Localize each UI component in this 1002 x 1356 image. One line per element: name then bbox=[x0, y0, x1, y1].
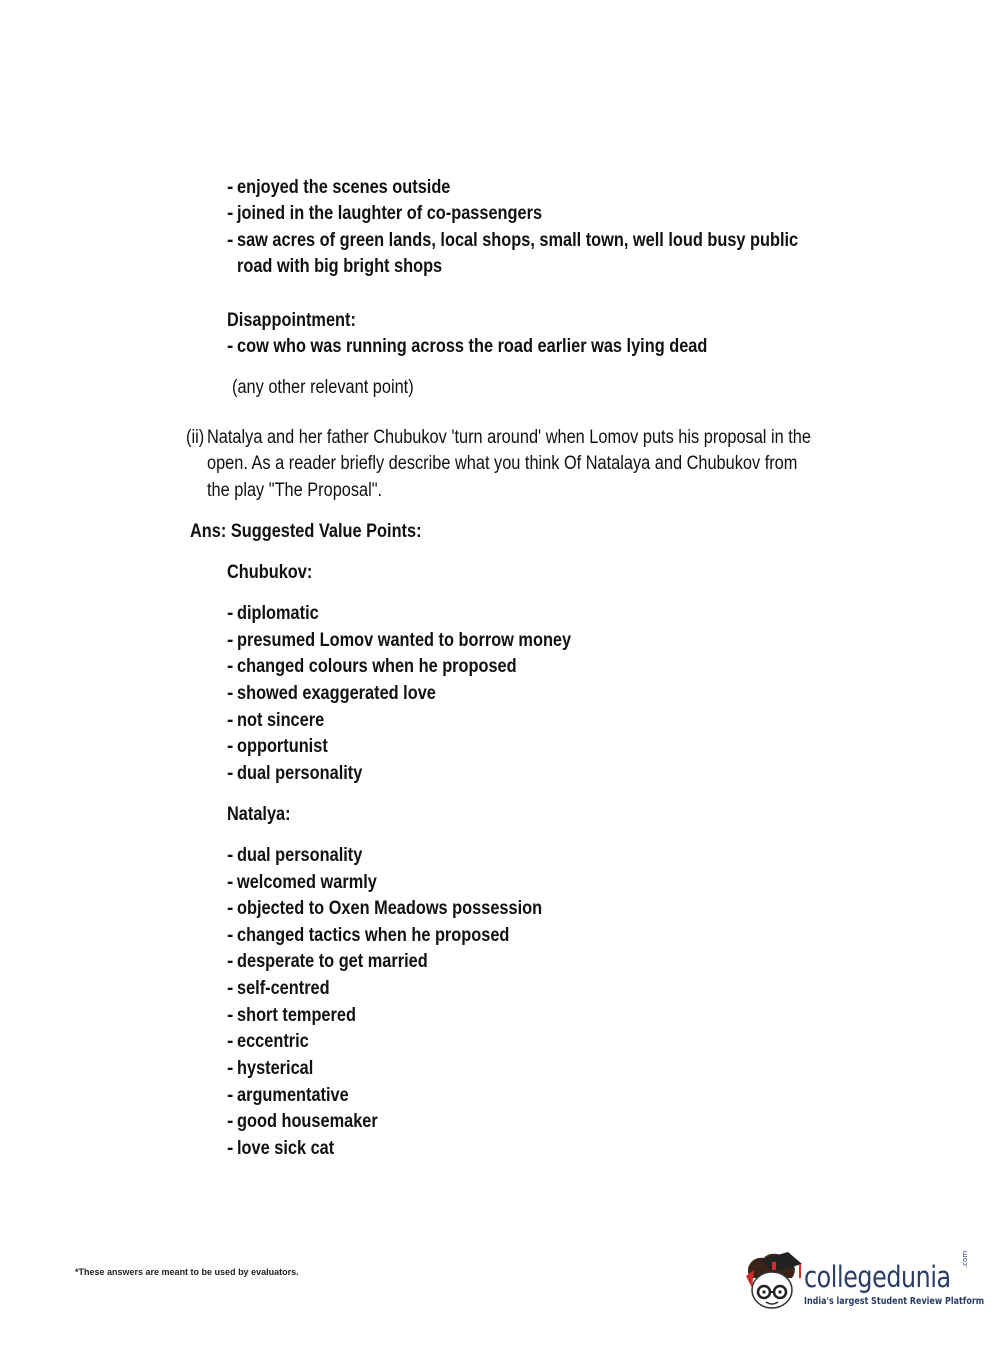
brand-name: collegedunia bbox=[804, 1260, 951, 1294]
question-line: Natalya and her father Chubukov 'turn around' when Lomov puts his proposal in the bbox=[207, 427, 811, 448]
evaluator-note: *These answers are meant to be used by evaluators. bbox=[75, 1267, 299, 1277]
mascot-icon bbox=[742, 1248, 804, 1320]
collegedunia-logo bbox=[742, 1248, 985, 1320]
relevant-point-note: (any other relevant point) bbox=[232, 377, 414, 398]
question-line: the play "The Proposal". bbox=[207, 480, 383, 501]
question-number: (ii) bbox=[186, 427, 205, 448]
list-item-continuation: road with big bright shops bbox=[237, 256, 443, 277]
question-line: open. As a reader briefly describe what you think Of Natalaya and Chubukov from bbox=[207, 453, 798, 474]
natalya-heading: Natalya: bbox=[227, 804, 291, 825]
disappointment-heading: Disappointment: bbox=[227, 310, 356, 331]
answer-heading: Ans: Suggested Value Points: bbox=[190, 521, 422, 542]
chubukov-heading: Chubukov: bbox=[227, 562, 313, 583]
brand-tagline: India's largest Student Review Platform bbox=[804, 1296, 985, 1307]
brand-tld: .com bbox=[961, 1250, 969, 1268]
